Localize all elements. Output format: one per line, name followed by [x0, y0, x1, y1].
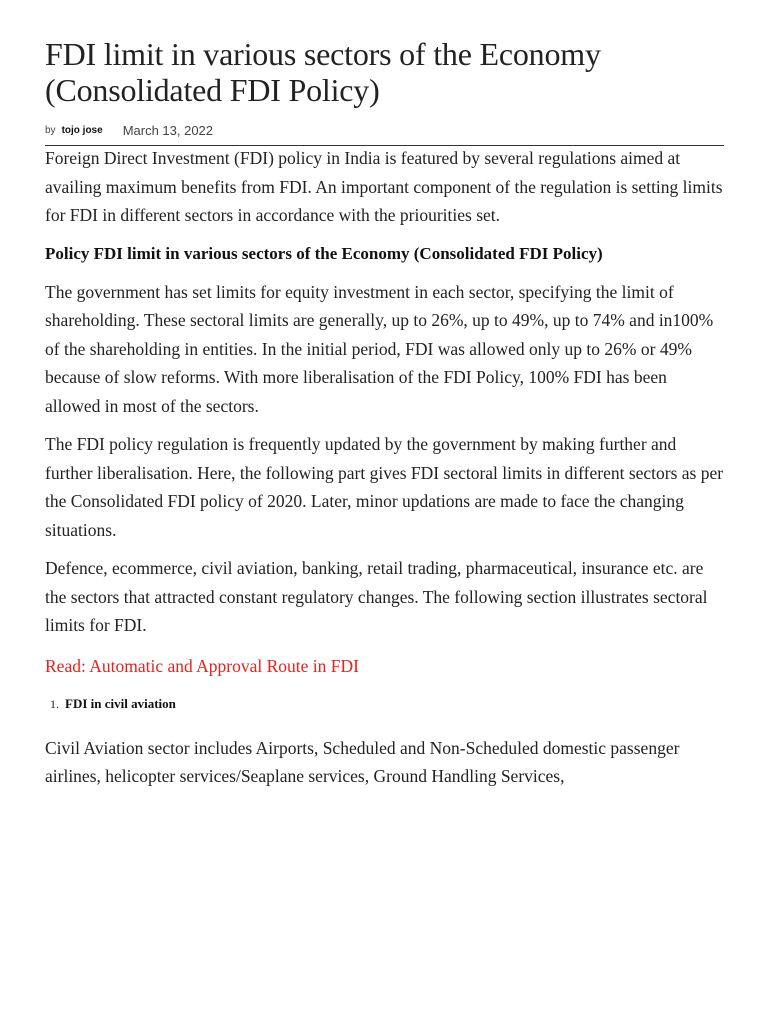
- article: [45, 36, 725, 791]
- list-item-label: FDI in civil aviation: [65, 695, 176, 711]
- paragraph-sectors: Defence, ecommerce, civil aviation, banking, retail trading, pharmaceutical, insurance etc. are the sectors that attracted constant regulatory changes. The following section illustrates sectoral limits for FDI.: [45, 558, 708, 635]
- section-subheading: Policy FDI limit in various sectors of the Economy (Consolidated FDI Policy): [45, 243, 603, 263]
- paragraph-intro: Foreign Direct Investment (FDI) policy in India is featured by several regulations aimed at availing maximum benefits from FDI. An important component of the regulation is setting limits for FDI in different sectors in accordance with the priourities set.: [45, 148, 723, 225]
- article-title: FDI limit in various sectors of the Economy (Consolidated FDI Policy): [45, 36, 601, 108]
- author-link[interactable]: tojo jose: [61, 124, 103, 136]
- byline-prefix: by: [45, 124, 56, 136]
- list-item-number: 1.: [50, 696, 59, 711]
- publish-date: March 13, 2022: [122, 122, 214, 138]
- article-meta: [45, 120, 725, 140]
- list-item: [45, 694, 725, 714]
- paragraph-civil-aviation: Civil Aviation sector includes Airports, Scheduled and Non-Scheduled domestic passenger airlines, helicopter services/Seaplane services, Ground Handling Services,: [45, 737, 680, 786]
- read-more-link[interactable]: Read: Automatic and Approval Route in FDI: [45, 655, 359, 676]
- paragraph-updates: The FDI policy regulation is frequently updated by the government by making further and further liberalisation. Here, the following part gives FDI sectoral limits in different sectors as per the Consolidated FDI policy of 2020. Later, minor updations are made to face the changing situations.: [45, 434, 724, 540]
- paragraph-limits: The government has set limits for equity investment in each sector, specifying the limit of shareholding. These sectoral limits are generally, up to 26%, up to 49%, up to 74% and in100% of the shareholding in entities. In the initial period, FDI was allowed only up to 26% or 49% because of slow reforms. With more liberalisation of the FDI Policy, 100% FDI has been allowed in most of the sectors.: [45, 281, 714, 416]
- sector-list: [45, 694, 725, 714]
